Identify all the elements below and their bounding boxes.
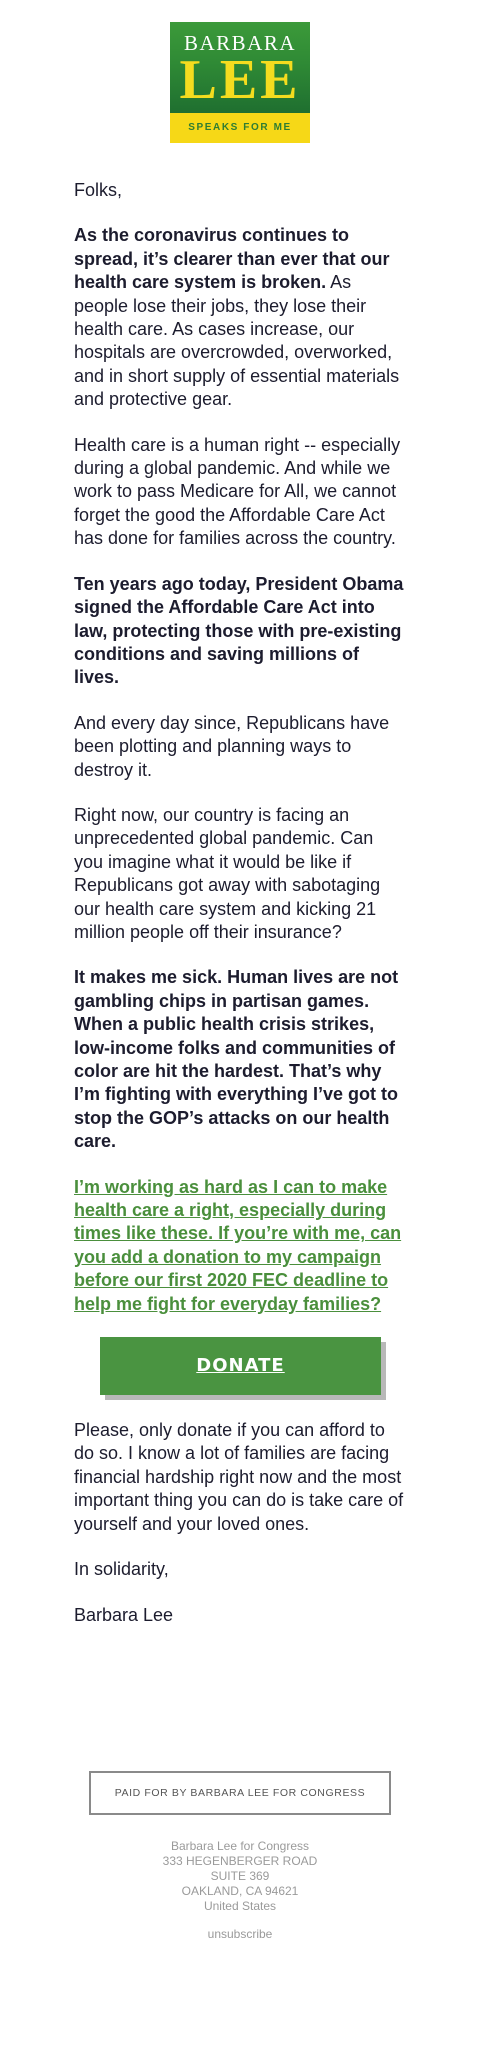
- paragraph-donation-ask: [74, 1176, 406, 1316]
- paragraph-republicans: And every day since, Republicans have been plotting and planning ways to destroy it.: [74, 712, 390, 780]
- logo-name-block: [170, 22, 310, 113]
- paragraph-coronavirus-rest: As people lose their jobs, they lose their health care. As cases increase, our hospitals are overcrowded, overworked, and in short supply of essential materials and protective gear.: [74, 272, 400, 410]
- paragraph-coronavirus-bold: As the coronavirus continues to spread, it’s clearer than ever that our health care system is broken.: [74, 225, 390, 293]
- paragraph-ten-years: Ten years ago today, President Obama signed the Affordable Care Act into law, protecting those with pre-existing conditions and saving millions of lives.: [74, 573, 404, 688]
- logo-first-name: BARBARA: [183, 31, 297, 55]
- paragraph-pandemic: Right now, our country is facing an unprecedented global pandemic. Can you imagine what it would be like if Republicans got away with sabotaging our health care system and kicking 21 million people off their insurance?: [74, 804, 381, 942]
- unsubscribe-link[interactable]: unsubscribe: [207, 1926, 273, 1941]
- mailing-address: [0, 1839, 480, 1914]
- header: [0, 0, 480, 143]
- address-street: 333 HEGENBERGER ROAD: [162, 1853, 318, 1868]
- email-body: [0, 143, 480, 1627]
- address-org: Barbara Lee for Congress: [170, 1838, 310, 1853]
- address-suite: SUITE 369: [210, 1868, 270, 1883]
- campaign-logo: [170, 22, 310, 143]
- footer: [0, 1649, 480, 1943]
- address-country: United States: [203, 1898, 277, 1913]
- paragraph-afford: Please, only donate if you can afford to do so. I know a lot of families are facing financial hardship right now and the most important thing you can do is take care of yourself and your loved ones.: [74, 1420, 404, 1534]
- logo-last-name: LEE: [179, 49, 301, 111]
- paragraph-coronavirus: [74, 224, 406, 411]
- greeting: Folks,: [74, 180, 123, 200]
- signature: Barbara Lee: [74, 1604, 174, 1625]
- donation-ask-link[interactable]: I’m working as hard as I can to make health care a right, especially during times like these. If you’re with me, can you add a donation to my campaign before our first 2020 FEC deadline to help me fight for everyday families?: [74, 1176, 402, 1314]
- address-city: OAKLAND, CA 94621: [181, 1883, 299, 1898]
- signoff: In solidarity,: [74, 1559, 169, 1580]
- donate-button[interactable]: DONATE: [100, 1337, 381, 1395]
- donate-button-wrap: [74, 1337, 406, 1395]
- paragraph-human-right: Health care is a human right -- especially during a global pandemic. And while we work to pass Medicare for All, we cannot forget the good the Affordable Care Act has done for families across the country.: [74, 434, 401, 549]
- paragraph-makes-me-sick: It makes me sick. Human lives are not gambling chips in partisan games. When a public health crisis strikes, low-income folks and communities of color are hit the hardest. That’s why I’m fighting with everything I’ve got to stop the GOP’s attacks on our health care.: [74, 967, 399, 1152]
- logo-tagline: SPEAKS FOR ME: [170, 113, 310, 143]
- paid-for-disclaimer: PAID FOR BY BARBARA LEE FOR CONGRESS: [89, 1771, 391, 1815]
